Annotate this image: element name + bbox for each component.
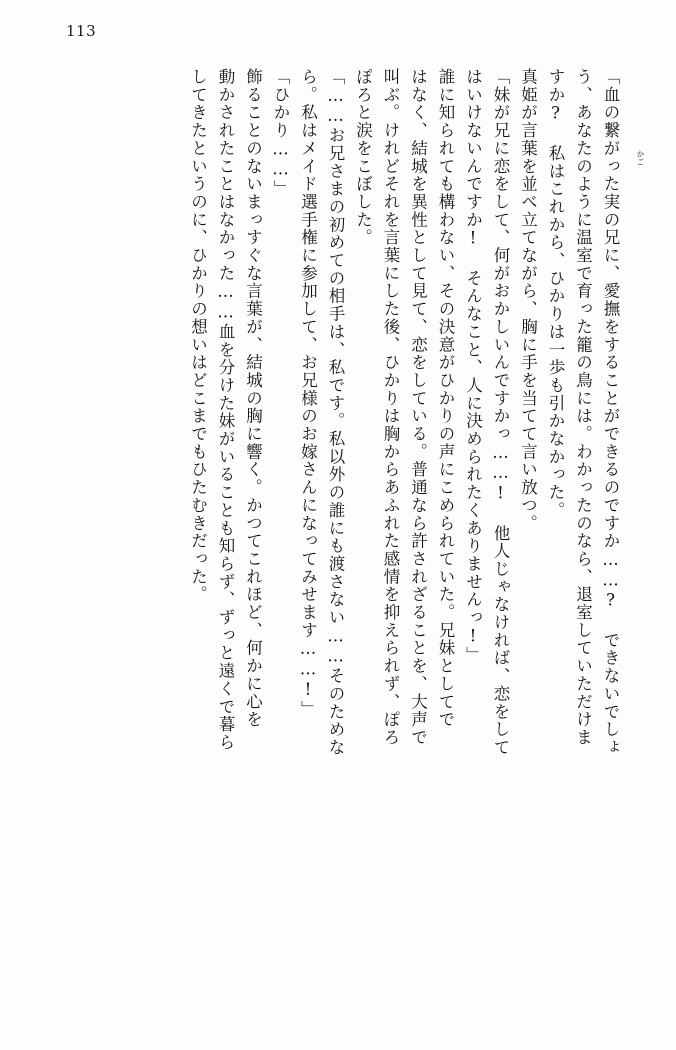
text-line: 真姫が言葉を並べ立てながら、胸に手を当てて言い放つ。 — [518, 68, 538, 533]
text-line: すか? 私はこれから、ひかりは一歩も引かなかった。 — [546, 68, 565, 520]
text-line: ぽろと涙をこぼした。 — [353, 68, 373, 247]
text-line: 動かされたことはなかった……血を分けた妹がいることも知らず、ずっと遠くで暮ら — [216, 68, 235, 752]
text-line: 「血の繋がった実の兄に、愛撫をすることができるのですか……? できないでしょ — [601, 68, 620, 757]
page-number: 113 — [66, 22, 97, 40]
ruby-gloss: かご — [636, 150, 645, 166]
text-line: 「ひかり……」 — [271, 68, 290, 198]
vertical-text-block — [58, 68, 618, 1010]
text-line: はいけないんですか! そんなこと、人に決められたくありませんっ!」 — [463, 68, 483, 665]
text-line: 誰に知られても構わない、その決意がひかりの声にこめられていた。兄妹としてで — [436, 68, 455, 729]
text-line: はなく、結城を異性として見て、恋をしている。普通なら許されざることを、大声で — [408, 68, 428, 747]
text-line: 叫ぶ。けれどそれを言葉にした後、ひかりは胸からあふれた感情を抑えられず、ぽろ — [381, 68, 400, 747]
text-line: う、あなたのように温室で育った籠の鳥には。わかったのなら、退室していただけま — [573, 68, 593, 747]
text-line: 「……お兄さまの初めての相手は、私です。私以外の誰にも渡さない……そのためな — [326, 68, 345, 757]
text-line: してきたというのに、ひかりの想いはどこまでもひたむきだった。 — [188, 68, 208, 604]
text-line: ら。私はメイド選手権に参加して、お兄様のお嫁さんになってみせます……!」 — [298, 68, 318, 719]
text-line: 「妹が兄に恋をして、何がおかしいんですかっ……! 他人じゃなければ、恋をして — [491, 68, 510, 757]
text-line: 飾ることのないまっすぐな言葉が、結城の胸に響く。かつてこれほど、何かに心を — [243, 68, 263, 729]
